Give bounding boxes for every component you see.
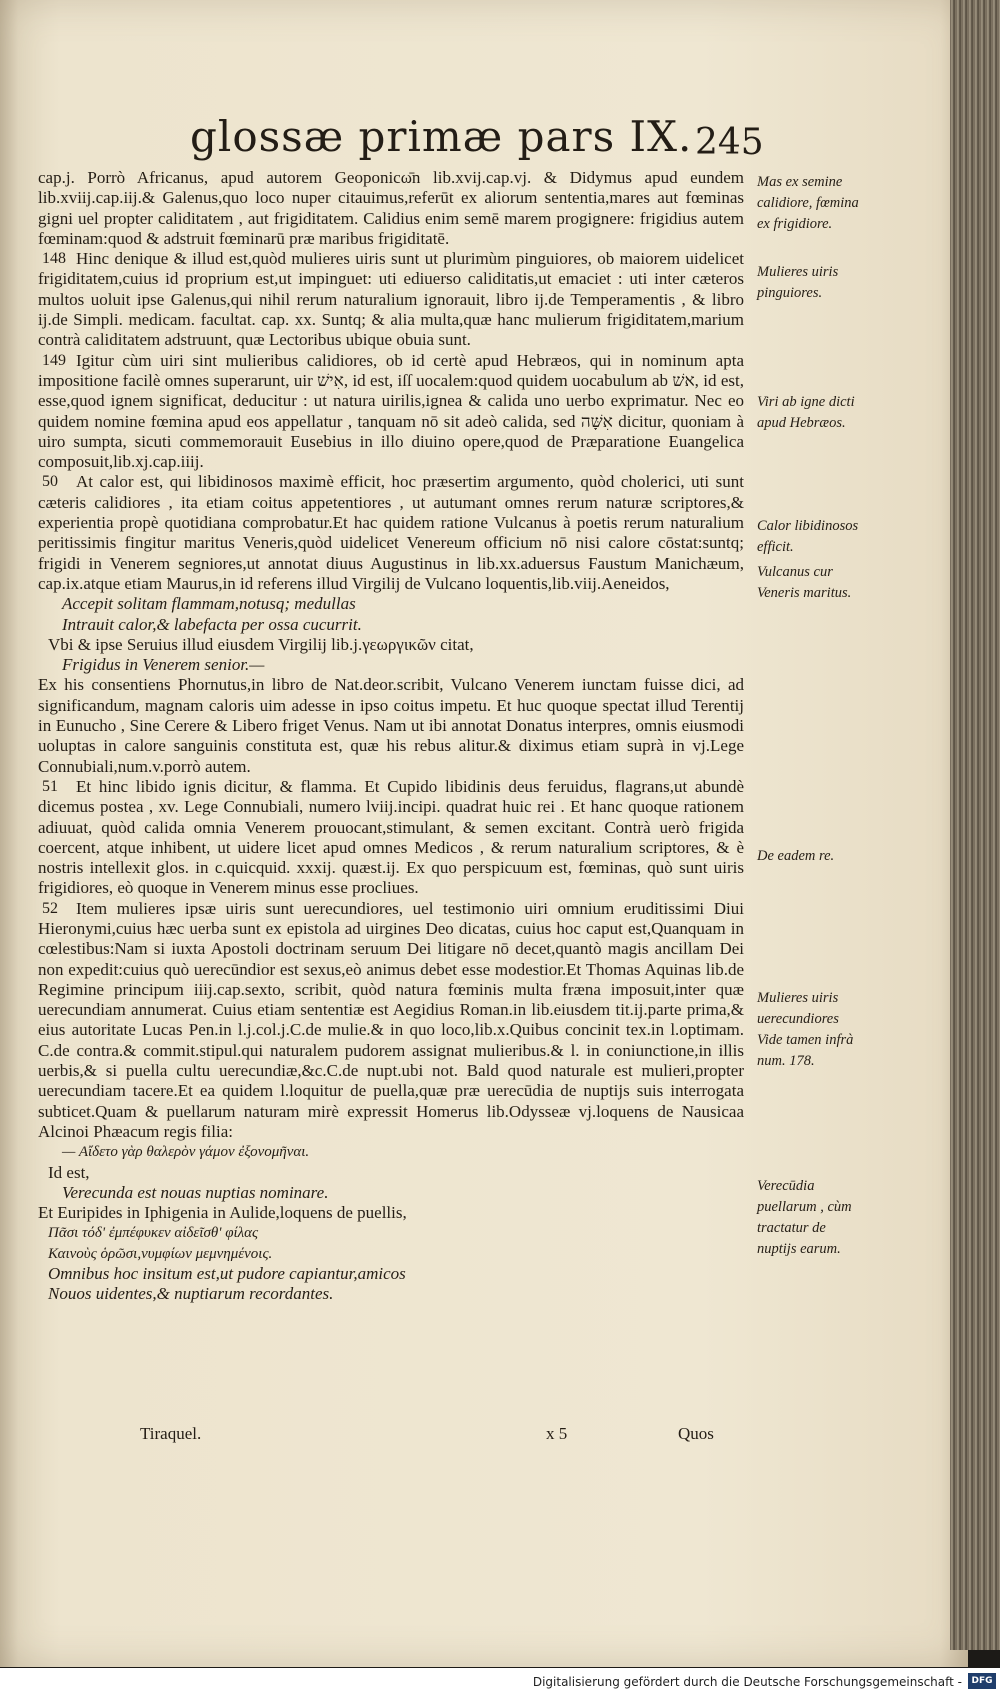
paragraph-text: At calor est, qui libidinosos maximè efficit, hoc præsertim argumento, quòd cholerici, uti sunt cæteris calidiores , ita etiam coitus appetentiores , ut autumant omnes rerum naturæ scriptores,& experientia propè quotidiana comprobatur.Et hac quidem ratione Vulcanus à poetis rerum naturalium peritissimis fingitur maritus Veneris,quòd uidelicet Venereum officium nō nisi calore cōstat:suntq; frigidi in Venerem segniores,ut annotat diuus Augustinus in lib.xx.aduersus Faustum Manichæum, cap.ix.atque etiam Maurus,in id referens illud Virgilij de Vulcano loquentis,lib.viij.Aeneidos, xyxy=(38,472,744,593)
paragraph-149 xyxy=(38,351,744,473)
running-header xyxy=(190,112,692,161)
greek-quote: Καινοὺς ὁρῶσι,νυμφίων μεμνημένοις. xyxy=(48,1245,273,1262)
paragraph-152 xyxy=(38,899,744,1143)
greek-quote: Πᾶσι τόδ' ἐμπέφυκεν αἰδεῖσθ' φίλας xyxy=(48,1225,259,1242)
catchword-author: Tiraquel. xyxy=(140,1424,202,1443)
text-line: Et Euripides in Iphigenia in Aulide,loquens de puellis, xyxy=(38,1203,407,1223)
catchword-line xyxy=(0,1424,760,1448)
paragraph-151 xyxy=(38,777,744,899)
margin-note: De eadem re. xyxy=(757,848,835,864)
paragraph-continuation: cap.j. Porrò Africanus, apud autorem Geoponicω̄n lib.xvij.cap.vj. & Didymus apud eundem lib.xviij.cap.iij.& Galenus,quo loco nuper citauimus,referūt ex aliorum sententia,mares aut fœminas gigni uel propter caliditatem , aut frigiditatem. Calidius enim semē marem progignere: frigidius autem fœminam:quod & adstruit fœminarū præ maribus frigiditatē. xyxy=(38,168,744,248)
verse-line: Omnibus hoc insitum est,ut pudore capiantur,amicos xyxy=(48,1264,406,1284)
text-line: Vbi & ipse Seruius illud eiusdem Virgilij lib.j.γεωργικῶν citat, xyxy=(48,634,474,654)
funding-credit: Digitalisierung gefördert durch die Deutsche Forschungsgemeinschaft - xyxy=(532,1675,962,1689)
paragraph-text: Igitur cùm uiri sint mulieribus calidiores, ob id certè apud Hebræos, qui in nominum apta impositione facilè omnes superarunt, uir אִישׁ, id est, iſſ uocalem:quod quidem uocabulum ab אשׁ, id est, esse,quod ignem significat, deducitur : ut natura uirilis,ignea & calida uno uerbo exprimatur. Nec eo quidem nomine fœmina apud eos appellatur , tanquam nō sit adeò calida, sed אִשָּׁה dicitur, quoniam à uiro sumpta, sicuti commemorauit Eusebius in illo diuino opere,quod de Præparatione Euangelica composuit,lib.xj.cap.iiij. xyxy=(38,350,744,472)
margin-note: Mas ex semine calidiore, fœmina ex frigidiore. xyxy=(757,174,859,232)
signature-mark: x 5 xyxy=(546,1424,568,1443)
running-title: glossæ primæ pars IX. xyxy=(190,112,693,161)
verse-line: Frigidus in Venerem senior.— xyxy=(62,655,265,675)
verse-line: Nouos uidentes,& nuptiarum recordantes. xyxy=(48,1284,334,1304)
paragraph-text: Hinc denique & illud est,quòd mulieres uiris sunt ut plurimùm pinguiores, ob maiorem uidelicet frigiditatem,cuius id proprium est,ut impinguet: uti ediuerso caliditatis,ut emaciet : uti inter cæteros multos uoluit ipse Galenus,qui nihil rerum naturalium ignorauit, libro ij.de Temperamentis , & libro ij.de Simpli. medicam. facultat. cap. xx. Suntq; & alia multa,quæ hanc mulierum frigiditatem,marium contrà caliditatem adstruunt, quæ Lectoribus ubique obuia sunt. xyxy=(38,249,744,350)
verse-line: Verecunda est nouas nuptias nominare. xyxy=(62,1182,329,1202)
page-number: 245 xyxy=(695,122,764,163)
dfg-logo: DFG xyxy=(968,1673,996,1689)
paragraph-number: 51 xyxy=(42,777,58,795)
paragraph-number: 50 xyxy=(42,473,58,491)
verse-line: Intrauit calor,& labefacta per ossa cucurrit. xyxy=(62,614,362,634)
paragraph-text: Ex his consentiens Phornutus,in libro de Nat.deor.scribit, Vulcano Venerem iunctam fuisse dici, ad significandum, magnam caloris uim adesse in ipso coitus impetu. Et huc quoque spectat illud Terentij in Eunucho , Sine Cerere & Libero friget Venus. Nam ut ibi annotat Donatus interpres, omnis eiusmodi uoluptas in calore sanguinis constituta est, quæ his rebus alitur.& diximus etiam suprà in vj.Lege Connubiali,num.v.porrò autem. xyxy=(38,675,744,776)
paragraph-number: 52 xyxy=(42,899,58,917)
paragraph-number: 148 xyxy=(42,250,66,268)
paragraph-text: Et hinc libido ignis dicitur, & flamma. Et Cupido libidinis deus feruidus, flagrans,ut abundè dicemus postea , xv. Lege Connubiali, numero lviij.incipi. quadrat huic rei . Et hanc quoque rationem adiuuat, quòd calida omnia Venerem prouocant,stimulant, & semen excitant. Contrà uerò frigida coercent, atque inhibent, ut uidere licet apud omnes Medicos , & rerum naturalium scriptores, & è nostris intellexit glos. in c.quicquid. xxxij. quæst.ij. Ex quo perspicuum est, fœminas, quò sunt uiris frigidiores, eò quoque in Venerem minus esse procliues. xyxy=(38,776,744,898)
text-line: Id est, xyxy=(48,1162,90,1182)
main-text-column xyxy=(38,168,744,1305)
paragraph-text: Item mulieres ipsæ uiris sunt uerecundiores, uel testimonio uiri omnium eruditissimi Diui Hieronymi,cuius hæc uerba sunt ex epistola ad uirgines Deo dicatas, cuius hoc caput est,Quanquam in cœlestibus:Nam si iuxta Apostoli doctrinam seruum Dei litigare nō decet,quantò magis ancillam Dei non expedit:cuius quò uerecūndior est sexus,eò animus debet esse modestior.Et Thomas Aquinas lib.de Regimine principum iiij.cap.sexto, scribit, quòd natura fœminis multa fræna imposuit,inter quæ uerecundiam annumerat. Cuius etiam sententiæ est Aegidius Roman.in lib.eiusdem tit.ij.parte prima,& eius autoritate Lucas Pen.in l.j.col.j.C.de mulie.& in quo loco,lib.x.Quibus concinit tex.in l.optimam. C.de contra.& commit.stipul.qui naturalem pudorem assignat mulieribus.& l. in coniunctione,in illis uerbis,& si puella cultu uerecundiæ,&c.C.de nupt.ubi not. Bald quod naturale est mulieri,propter uerecundiam tacere.Et ea quidem l.loquitur de puella,quæ præ uerecūdia de nuptijs suis interrogata subticet.Quam & puellarum naturam mirè expressit Homerus lib.Odysseæ vj.loquens de Nausicaa Alcinoi Phæacum regis filia: xyxy=(38,898,744,1141)
margin-note: Vulcanus cur Veneris maritus. xyxy=(757,564,852,601)
paragraph-150 xyxy=(38,472,744,594)
book-page-edges xyxy=(950,0,1000,1650)
margin-note: Mulieres uiris uerecundiores Vide tamen infrà num. 178. xyxy=(757,990,854,1069)
margin-note: Mulieres uiris pinguiores. xyxy=(757,264,839,301)
greek-quote: — Αἴδετο γὰρ θαλερὸν γάμον ἐξονομῆναι. xyxy=(62,1144,310,1161)
verse-line: Accepit solitam flammam,notusq; medullas xyxy=(62,594,356,614)
margin-note: Viri ab igne dicti apud Hebræos. xyxy=(757,394,855,431)
catchword-next: Quos xyxy=(678,1424,714,1443)
paragraph-number: 149 xyxy=(42,351,66,369)
margin-note: Verecūdia puellarum , cùm tractatur de nuptijs earum. xyxy=(757,1178,852,1257)
paragraph-148 xyxy=(38,249,744,350)
margin-note: Calor libidinosos efficit. xyxy=(757,518,859,555)
digitization-footer xyxy=(0,1668,1000,1699)
